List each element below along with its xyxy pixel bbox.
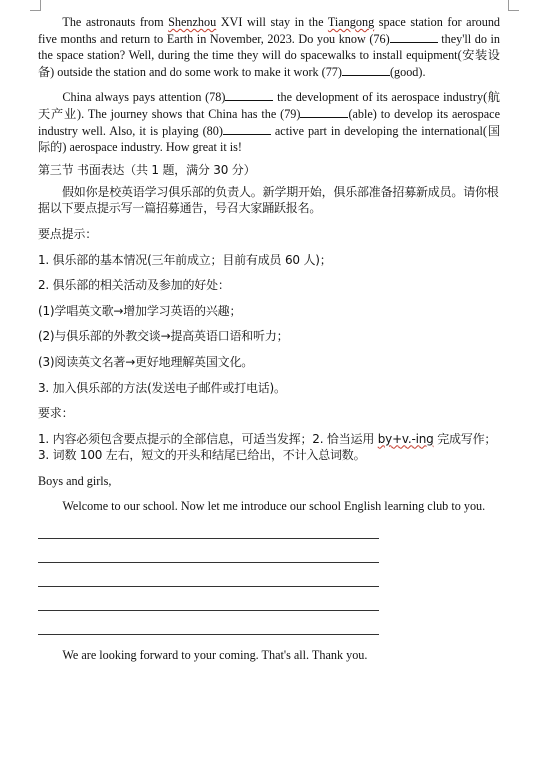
point-2-3: (3)阅读英文名著→更好地理解英国文化。 — [38, 354, 254, 369]
page-corner-mark-left — [30, 0, 41, 11]
point-1: 1. 俱乐部的基本情况(三年前成立；目前有成员 60 人)； — [38, 252, 332, 267]
spellcheck-word-shenzhou: Shenzhou — [168, 15, 217, 29]
blank-79[interactable] — [300, 106, 348, 118]
letter-greeting: Boys and girls, — [38, 473, 112, 488]
blank-78[interactable] — [225, 89, 273, 101]
requirements-text: 1. 内容必须包含要点提示的全部信息，可适当发挥；2. 恰当运用 by+v.-ing 完成写作；3. 词数 100 左右，短文的开头和结尾已给出，不计入总词数。 — [38, 431, 497, 463]
spellcheck-word-tiangong: Tiangong — [327, 15, 375, 29]
page-corner-mark-right — [508, 0, 519, 11]
blank-76[interactable] — [390, 31, 438, 43]
passage-paragraph-2: China always pays attention (78) the development of its aerospace industry(航天产业). The journey shows that China has the (79) (able) to develop its aerospace industry well. Also, it is playing (80) active part in developing the international(国际的) aerospace industry. How great it is! — [38, 90, 501, 155]
point-2-1: (1)学唱英文歌→增加学习英语的兴趣； — [38, 303, 242, 318]
writing-line[interactable] — [38, 538, 379, 539]
blank-80[interactable] — [223, 123, 271, 135]
spellcheck-word-byving: by+v.-ing — [377, 431, 434, 446]
letter-closing: We are looking forward to your coming. That's all. Thank you. — [62, 648, 368, 663]
writing-line[interactable] — [38, 586, 379, 587]
point-2: 2. 俱乐部的相关活动及参加的好处： — [38, 278, 230, 293]
point-2-2: (2)与俱乐部的外教交谈→提高英语口语和听力； — [38, 329, 289, 344]
passage-paragraph-1: The astronauts from Shenzhou XVI will stay in the Tiangong space station for around five months and return to Earth in November, 2023. Do you know (76) they'll do in the space station? Well, during the time they will do spacewalks to install equipment(安装设备) outside the station and do some work to make it work (77) (good). — [38, 15, 501, 79]
points-title: 要点提示： — [38, 226, 98, 241]
writing-line[interactable] — [38, 634, 379, 635]
writing-line[interactable] — [38, 610, 379, 611]
requirements-title: 要求： — [38, 406, 74, 421]
point-3: 3. 加入俱乐部的方法(发送电子邮件或打电话)。 — [38, 380, 286, 395]
document-body — [38, 14, 500, 664]
section-heading: 第三节 书面表达（共 1 题，满分 30 分） — [38, 162, 256, 177]
writing-task-intro: 假如你是校英语学习俱乐部的负责人。新学期开始，俱乐部准备招募新成员。请你根据以下要点提示写一篇招募通告，号召大家踊跃报名。 — [38, 184, 499, 216]
blank-77[interactable] — [342, 64, 390, 76]
writing-lines[interactable] — [38, 538, 500, 635]
writing-line[interactable] — [38, 562, 379, 563]
letter-opening: Welcome to our school. Now let me introduce our school English learning club to you. — [62, 499, 486, 514]
